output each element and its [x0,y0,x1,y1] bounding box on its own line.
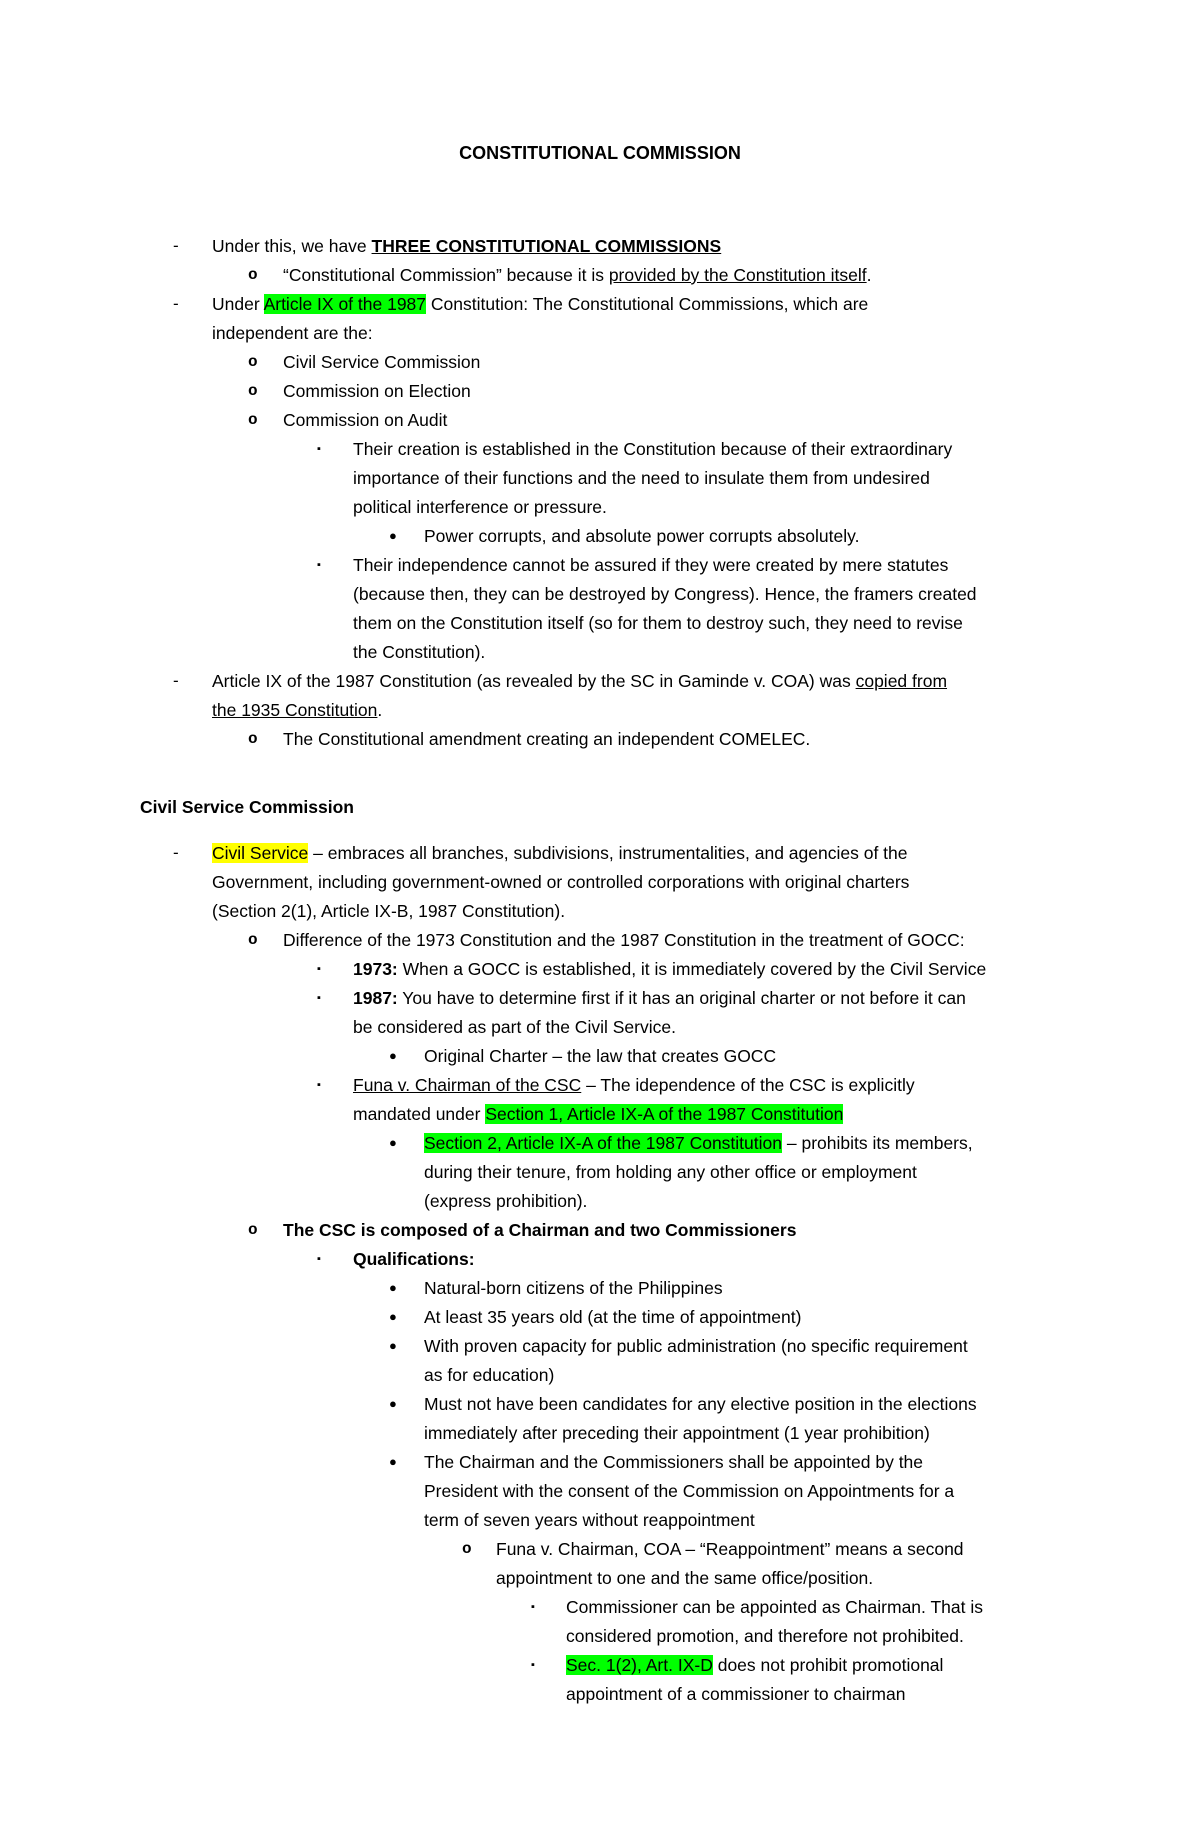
rule-1987 [353,984,966,1012]
comelec-line: The Constitutional amendment creating an independent COMELEC. [283,729,811,749]
bullet-o: o [248,931,258,949]
bullet-o: o [248,730,258,748]
case-name: Funa v. Chairman of the CSC [353,1075,582,1095]
civil-service-definition [212,839,908,867]
reappointment-def-cont: appointment to one and the same office/position. [496,1568,874,1588]
qualification-item-cont: as for education) [424,1365,555,1385]
independence-line: Their independence cannot be assured if they were created by mere statutes [353,555,949,575]
bullet-o: o [248,353,258,371]
year-label: 1973: [353,959,398,979]
highlighted-reference: Section 1, Article IX-A of the 1987 Constitution [485,1104,844,1124]
funa-case-cont [353,1100,843,1128]
qualification-item-cont: term of seven years without reappointment [424,1510,755,1530]
funa-case [353,1071,915,1099]
section-2-prohibition-cont: (express prohibition). [424,1191,588,1211]
promotion-note: Commissioner can be appointed as Chairman. That is [566,1597,983,1617]
emphasis-text: THREE CONSTITUTIONAL COMMISSIONS [371,236,722,256]
text: “Constitutional Commission” because it is [283,265,609,285]
rule-1987-cont: be considered as part of the Civil Service. [353,1017,676,1037]
text: – The idependence of the CSC is explicitly [581,1075,915,1095]
rule-1973 [353,955,986,983]
qualifications-heading: Qualifications: [353,1249,475,1269]
independence-line: them on the Constitution itself (so for them to destroy such, they need to revise [353,613,963,633]
intro-bullet-article-ix-cont: independent are the: [212,323,373,343]
text: . [866,265,872,285]
qualification-item: The Chairman and the Commissioners shall be appointed by the [424,1452,924,1472]
qualification-item-cont: President with the consent of the Commission on Appointments for a [424,1481,955,1501]
bullet-square: ▪ [317,1079,321,1091]
underlined-text: provided by the Constitution itself [608,265,867,285]
text: . [377,700,383,720]
year-label: 1987: [353,988,398,1008]
text: You have to determine first if it has an original charter or not before it can [397,988,966,1008]
qualification-item: With proven capacity for public administration (no specific requirement [424,1336,968,1356]
qualification-item: Must not have been candidates for any elective position in the elections [424,1394,977,1414]
bullet-o: o [248,382,258,400]
bullet-square: ▪ [317,443,321,455]
underlined-text: copied from [855,671,948,691]
text: Under this, we have [212,236,372,256]
creation-line: importance of their functions and the need to insulate them from undesired [353,468,930,488]
section-heading: Civil Service Commission [140,797,354,817]
promotion-note-cont: considered promotion, and therefore not prohibited. [566,1626,964,1646]
text: When a GOCC is established, it is immediately covered by the Civil Service [397,959,987,979]
bullet-dot: ● [389,1309,397,1324]
bullet-dot: ● [389,1454,397,1469]
page-title: CONSTITUTIONAL COMMISSION [459,143,741,163]
original-charter: Original Charter – the law that creates GOCC [424,1046,777,1066]
qualification-item: Natural-born citizens of the Philippines [424,1278,723,1298]
bullet-square: ▪ [531,1659,535,1671]
bullet-square: ▪ [317,1253,321,1265]
section-2-prohibition-cont: during their tenure, from holding any other office or employment [424,1162,917,1182]
commission-item: Commission on Audit [283,410,448,430]
intro-bullet-article-ix [212,290,868,318]
bullet-dash: - [173,294,179,313]
independence-line: the Constitution). [353,642,486,662]
bullet-square: ▪ [317,992,321,1004]
intro-sub-provided [283,261,872,289]
highlighted-reference: Sec. 1(2), Art. IX-D [566,1655,713,1675]
bullet-dot: ● [389,1048,397,1063]
bullet-dot: ● [389,1135,397,1150]
bullet-dot: ● [389,1338,397,1353]
bullet-o: o [248,1221,258,1239]
creation-line: political interference or pressure. [353,497,607,517]
commission-item: Commission on Election [283,381,471,401]
gocc-difference: Difference of the 1973 Constitution and the 1987 Constitution in the treatment of GOCC: [283,930,965,950]
bullet-dash: - [173,671,179,690]
bullet-dot: ● [389,528,397,543]
bullet-square: ▪ [531,1601,535,1613]
civil-service-definition-cont: Government, including government-owned or controlled corporations with original charters [212,872,910,892]
section-2-prohibition [424,1129,973,1157]
creation-line: Their creation is established in the Constitution because of their extraordinary [353,439,953,459]
bullet-dot: ● [389,1396,397,1411]
qualification-item: At least 35 years old (at the time of appointment) [424,1307,802,1327]
highlighted-reference: Article IX of the 1987 [263,294,427,314]
csc-composition: The CSC is composed of a Chairman and two Commissioners [283,1220,797,1240]
text: – embraces all branches, subdivisions, instrumentalities, and agencies of the [308,843,908,863]
bullet-square: ▪ [317,559,321,571]
sec-1-2-note [566,1651,943,1679]
intro-bullet-gaminde [212,667,947,695]
text: Under [212,294,264,314]
bullet-o: o [462,1540,472,1558]
bullet-dash: - [173,843,179,862]
intro-bullet-commissions [212,232,721,260]
sec-1-2-note-cont: appointment of a commissioner to chairman [566,1684,906,1704]
intro-bullet-gaminde-cont [212,696,382,724]
text: Constitution: The Constitutional Commissions, which are [426,294,869,314]
text: Article IX of the 1987 Constitution (as revealed by the SC in Gaminde v. COA) was [212,671,856,691]
power-line: Power corrupts, and absolute power corrupts absolutely. [424,526,860,546]
text: does not prohibit promotional [712,1655,944,1675]
underlined-text: the 1935 Constitution [212,700,378,720]
bullet-o: o [248,411,258,429]
bullet-dot: ● [389,1280,397,1295]
commission-item: Civil Service Commission [283,352,481,372]
reappointment-def: Funa v. Chairman, COA – “Reappointment” means a second [496,1539,964,1559]
bullet-o: o [248,266,258,284]
text: mandated under [353,1104,486,1124]
qualification-item-cont: immediately after preceding their appointment (1 year prohibition) [424,1423,930,1443]
bullet-square: ▪ [317,963,321,975]
highlighted-term: Civil Service [212,843,309,863]
independence-line: (because then, they can be destroyed by Congress). Hence, the framers created [353,584,977,604]
bullet-dash: - [173,236,179,255]
civil-service-definition-cont: (Section 2(1), Article IX-B, 1987 Constitution). [212,901,566,921]
highlighted-reference: Section 2, Article IX-A of the 1987 Constitution [424,1133,782,1153]
text: – prohibits its members, [782,1133,973,1153]
